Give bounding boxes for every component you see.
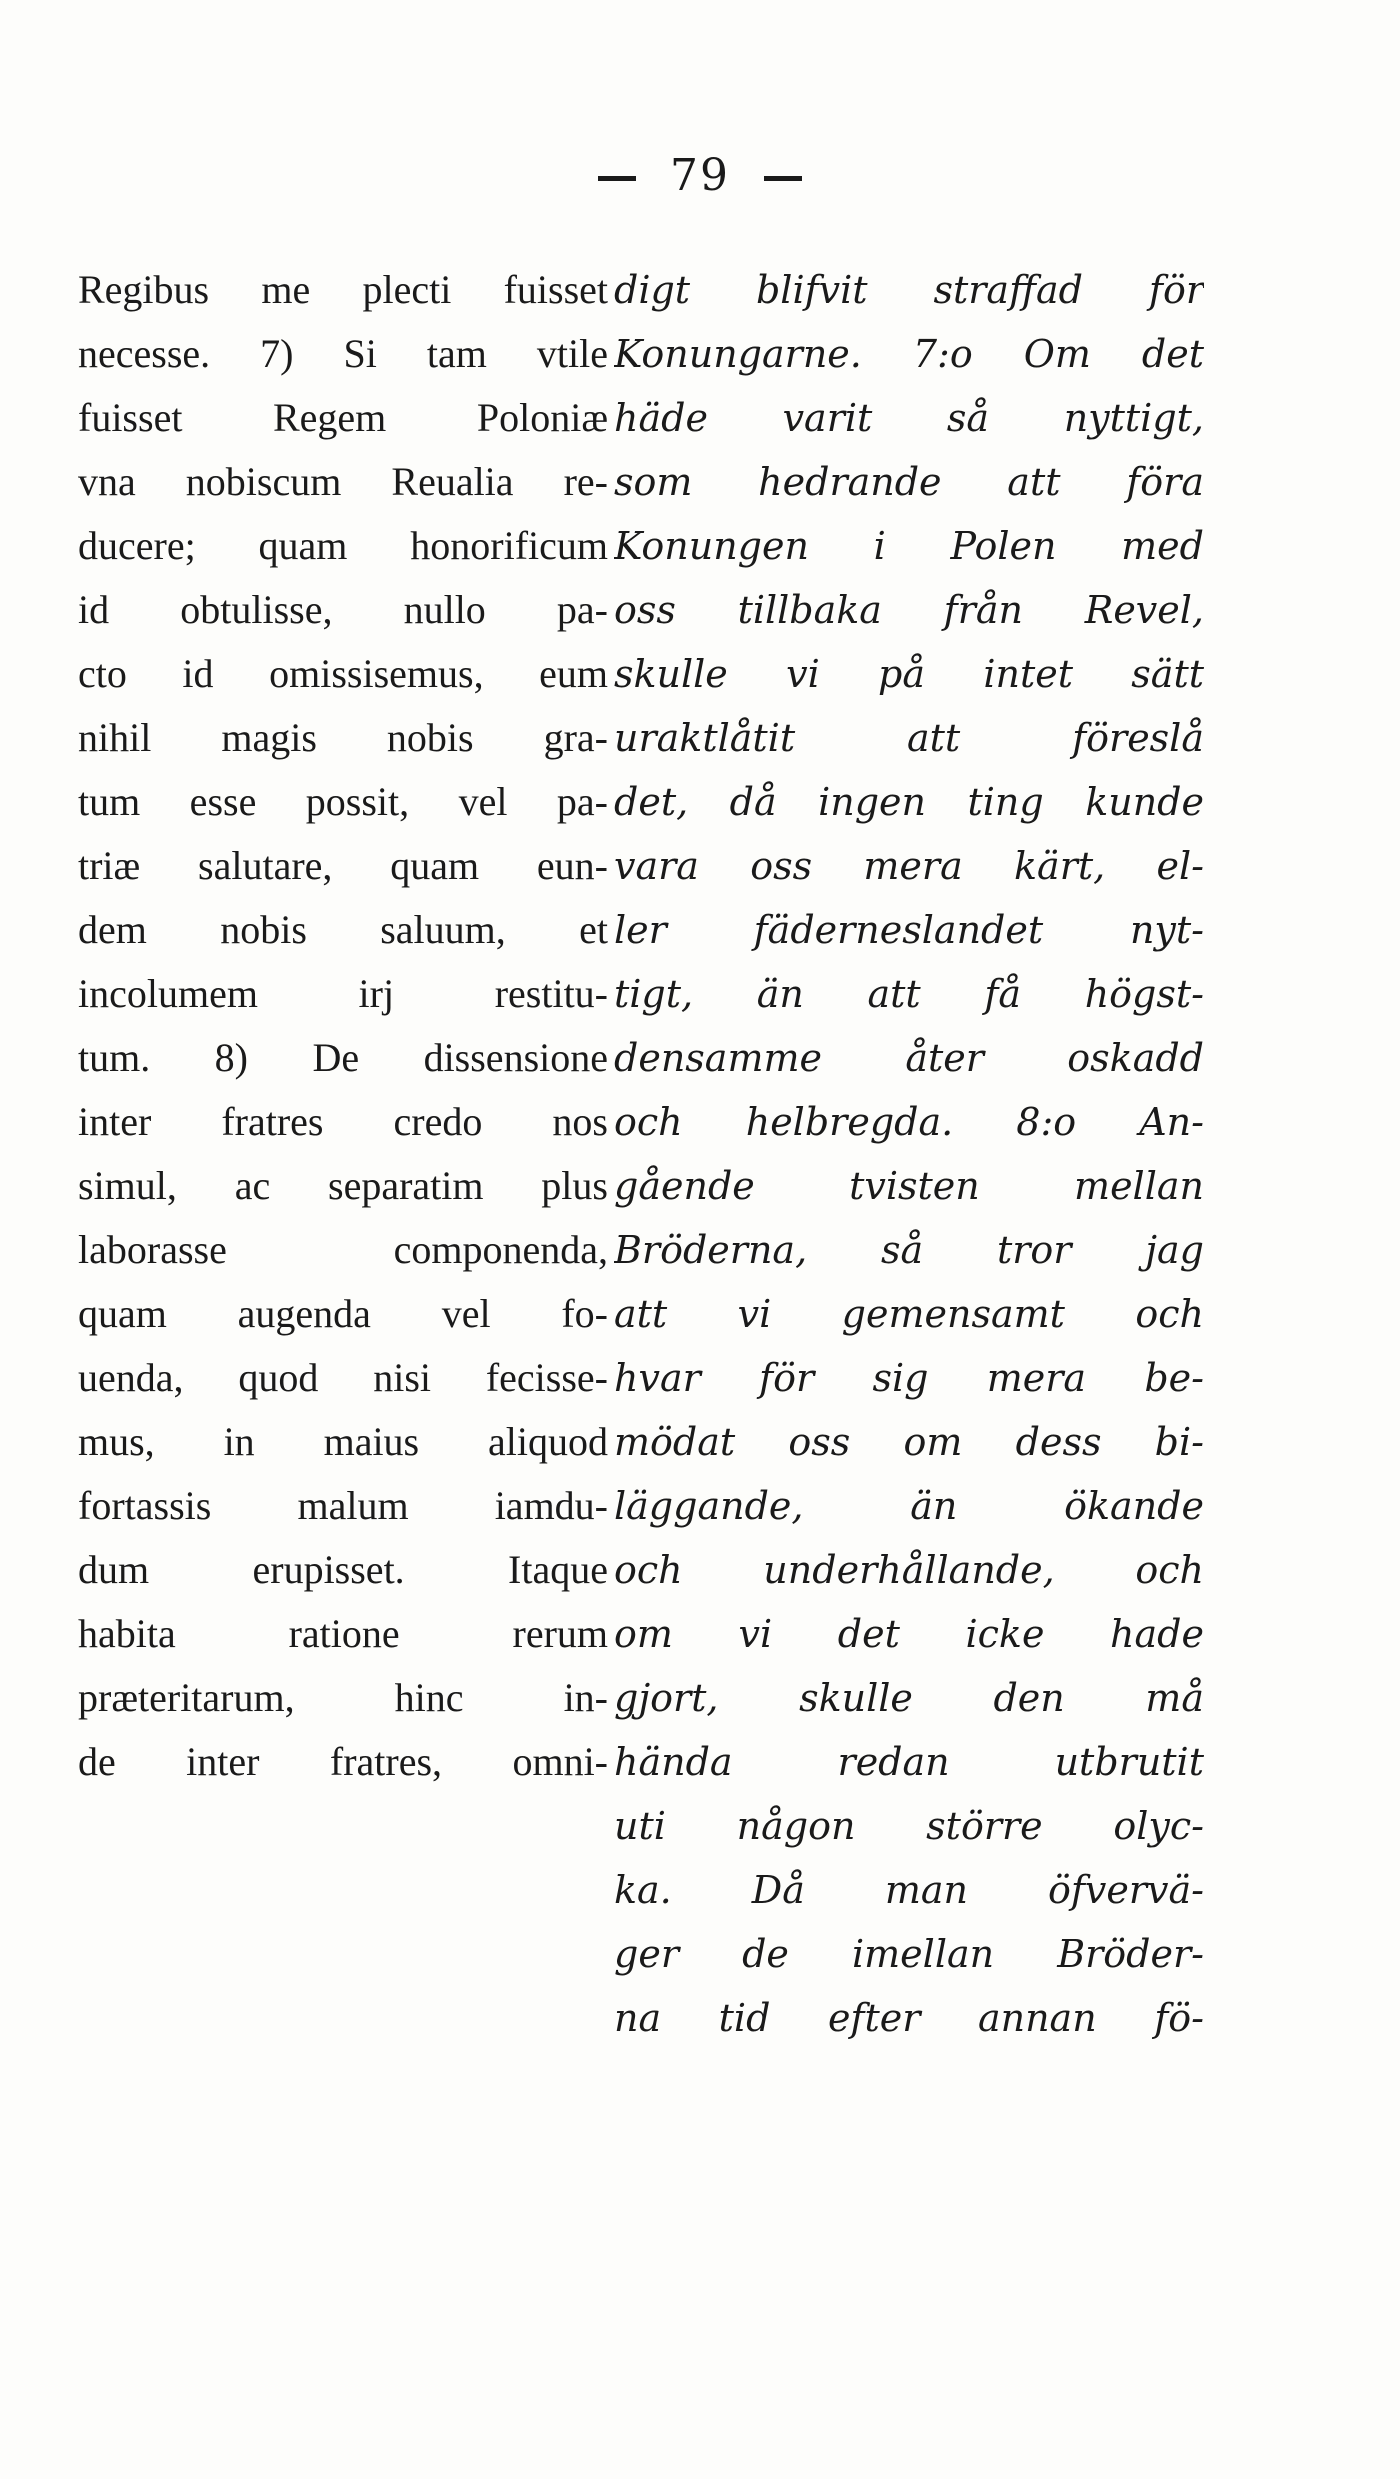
latin-line: uenda, quod nisi fecisse-	[78, 1355, 608, 1400]
latin-line: incolumem irj restitu-	[78, 971, 608, 1016]
latin-line: necesse. 7) Si tam vtile	[78, 331, 608, 376]
swedish-column	[614, 258, 1204, 2050]
latin-line: tum esse possit, vel pa-	[78, 779, 608, 824]
swedish-line: gjort, skulle den må	[614, 1676, 1204, 1720]
swedish-line: om vi det icke hade	[614, 1612, 1204, 1656]
latin-line: mus, in maius aliquod	[78, 1419, 608, 1464]
swedish-line: mödat oss om dess bi-	[614, 1420, 1204, 1464]
swedish-line: skulle vi på intet sätt	[614, 652, 1204, 696]
latin-line: Regibus me plecti fuisset	[78, 267, 608, 312]
swedish-line: hvar för sig mera be-	[614, 1356, 1204, 1400]
swedish-line: häde varit så nyttigt,	[614, 396, 1204, 440]
swedish-line: att vi gemensamt och	[614, 1292, 1204, 1336]
latin-line: tum. 8) De dissensione	[78, 1035, 608, 1080]
latin-line: inter fratres credo nos	[78, 1099, 608, 1144]
swedish-line: och underhållande, och	[614, 1548, 1204, 1592]
latin-line: fuisset Regem Poloniæ	[78, 395, 608, 440]
swedish-line: hända redan utbrutit	[614, 1740, 1204, 1784]
swedish-line: ger de imellan Bröder-	[614, 1932, 1204, 1976]
swedish-line: densamme åter oskadd	[614, 1036, 1204, 1080]
latin-column	[78, 258, 608, 1794]
swedish-line: Konungarne. 7:o Om det	[614, 332, 1204, 376]
latin-line: cto id omissisemus, eum	[78, 651, 608, 696]
latin-line: laborasse componenda,	[78, 1227, 608, 1272]
latin-line: simul, ac separatim plus	[78, 1163, 608, 1208]
swedish-line: Konungen i Polen med	[614, 524, 1204, 568]
latin-line: dem nobis saluum, et	[78, 907, 608, 952]
latin-line: de inter fratres, omni-	[78, 1739, 608, 1784]
header-dash-left	[598, 176, 636, 181]
swedish-line: oss tillbaka från Revel,	[614, 588, 1204, 632]
header-dash-right	[764, 176, 802, 181]
latin-line: dum erupisset. Itaque	[78, 1547, 608, 1592]
swedish-line: tigt, än att få högst-	[614, 972, 1204, 1016]
swedish-line: läggande, än ökande	[614, 1484, 1204, 1528]
swedish-line: vara oss mera kärt, el-	[614, 844, 1204, 888]
latin-line: fortassis malum iamdu-	[78, 1483, 608, 1528]
latin-line: vna nobiscum Reualia re-	[78, 459, 608, 504]
swedish-line: digt blifvit straffad för	[614, 268, 1204, 312]
latin-line: id obtulisse, nullo pa-	[78, 587, 608, 632]
swedish-line: uraktlåtit att föreslå	[614, 716, 1204, 760]
swedish-line: ler fäderneslandet nyt-	[614, 908, 1204, 952]
latin-line: præteritarum, hinc in-	[78, 1675, 608, 1720]
latin-line: quam augenda vel fo-	[78, 1291, 608, 1336]
latin-line: triæ salutare, quam eun-	[78, 843, 608, 888]
swedish-line: det, då ingen ting kunde	[614, 780, 1204, 824]
swedish-line: gående tvisten mellan	[614, 1164, 1204, 1208]
swedish-line: och helbregda. 8:o An-	[614, 1100, 1204, 1144]
swedish-line: ka. Då man öfvervä-	[614, 1868, 1204, 1912]
page-number: 79	[670, 150, 730, 201]
swedish-line: uti någon större olyc-	[614, 1804, 1204, 1848]
latin-line: habita ratione rerum	[78, 1611, 608, 1656]
latin-line: ducere; quam honorificum	[78, 523, 608, 568]
latin-line: nihil magis nobis gra-	[78, 715, 608, 760]
swedish-line: Bröderna, så tror jag	[614, 1228, 1204, 1272]
swedish-line: na tid efter annan fö-	[614, 1996, 1204, 2040]
swedish-line: som hedrande att föra	[614, 460, 1204, 504]
page-header	[0, 150, 1400, 201]
